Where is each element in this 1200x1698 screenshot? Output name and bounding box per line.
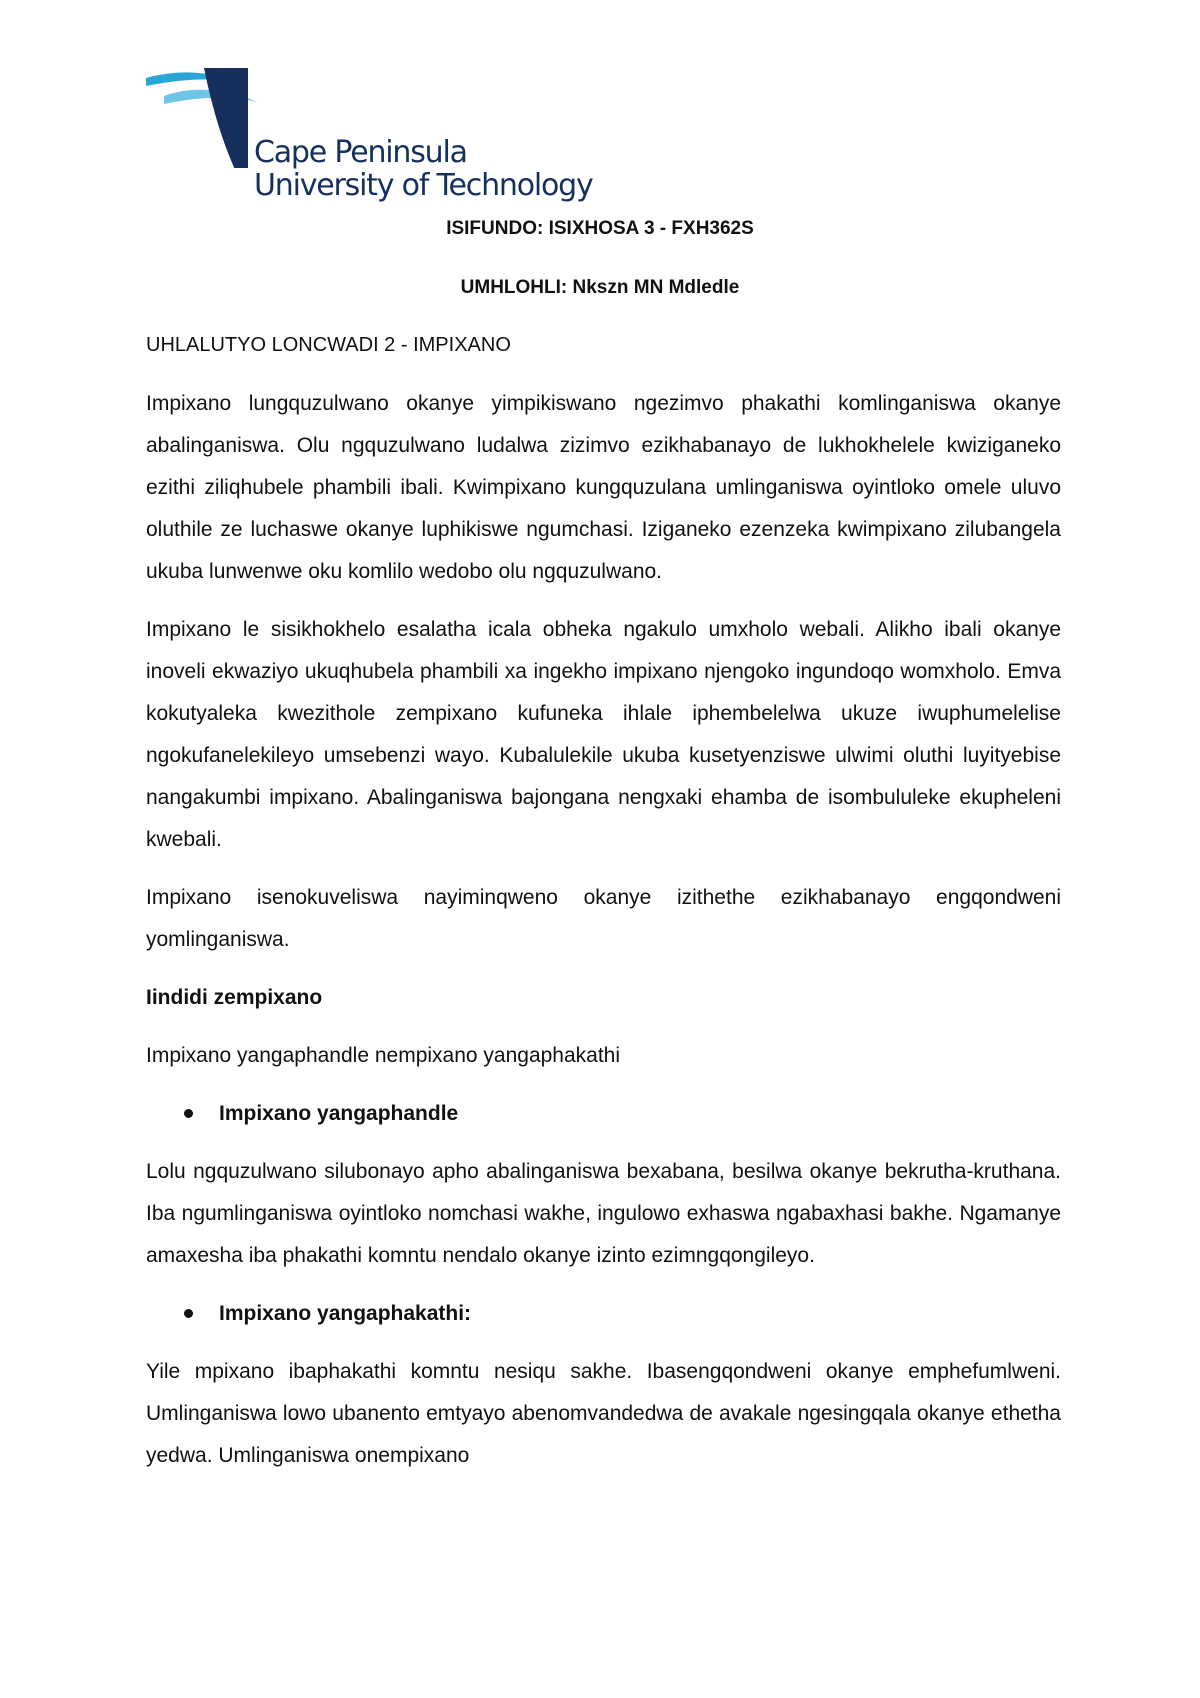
section-heading: Iindidi zempixano <box>146 986 323 1009</box>
paragraph: Impixano le sisikhokhelo esalatha icala obheka ngakulo umxholo webali. Alikho ibali okanye inoveli ekwaziyo ukuqhubela phambili xa ingekho impixano njengoko ingundoqo womxholo. Emva kokutyaleka kwezithole zempixano kufuneka ihlale iphembelelwa ukuze iwuphumelelise ngokufanelekileyo umsebenzi wayo. Kubalulekile ukuba kusetyenziswe ulwimi oluthi luyityebise nangakumbi impixano. Abalinganiswa bajongana nengxaki ehamba de isombululeke ekupheleni kwebali. <box>146 618 1061 851</box>
subject-heading: ISIFUNDO: ISIXHOSA 3 - FXH362S <box>446 218 754 239</box>
bullet-label: Impixano yangaphakathi: <box>219 1302 472 1325</box>
bullet-item <box>146 1293 1061 1335</box>
cput-logo <box>146 68 606 218</box>
paragraph: Impixano lungquzulwano okanye yimpikiswano ngezimvo phakathi komlinganiswa okanye abalinganiswa. Olu ngquzulwano ludalwa zizimvo ezikhabanayo de lukhokhelele kwiziganeko ezithi ziliqhubele phambili ibali. Kwimpixano kungquzulana umlinganiswa oyintloko omele uluvo oluthile ze luchaswe okanye luphikiswe ngumchasi. Iziganeko ezenzeka kwimpixano zilubangela ukuba lunwenwe oku komlilo wedobo olu ngquzulwano. <box>146 392 1061 583</box>
bullet-dot-icon <box>184 1109 193 1118</box>
bullet-item <box>146 1093 1061 1135</box>
paragraph: Lolu ngquzulwano silubonayo apho abalinganiswa bexabana, besilwa okanye bekrutha-kruthana. Iba ngumlinganiswa oyintloko nomchasi wakhe, ingulowo exhaswa ngabaxhasi bakhe. Ngamanye amaxesha iba phakathi komntu nendalo okanye izinto ezimngqongileyo. <box>146 1160 1061 1267</box>
paragraph: Impixano yangaphandle nempixano yangaphakathi <box>146 1044 621 1067</box>
logo-wordmark: Cape Peninsula University of Technology <box>254 135 593 203</box>
bullet-dot-icon <box>184 1309 193 1318</box>
document-body <box>146 334 1061 1493</box>
document-title: UHLALUTYO LONCWADI 2 - IMPIXANO <box>146 334 511 356</box>
paragraph: Yile mpixano ibaphakathi komntu nesiqu sakhe. Ibasengqondweni okanye emphefumlweni. Umlinganiswa lowo ubanento emtyayo abenomvandedwa de avakale ngesingqala okanye ethetha yedwa. Umlinganiswa onempixano <box>146 1360 1061 1467</box>
bullet-label: Impixano yangaphandle <box>219 1102 459 1125</box>
lecturer-heading: UMHLOHLI: Nkszn MN Mdledle <box>460 277 740 298</box>
paragraph: Impixano isenokuveliswa nayiminqweno okanye izithethe ezikhabanayo engqondweni yomlinganiswa. <box>146 886 1061 951</box>
